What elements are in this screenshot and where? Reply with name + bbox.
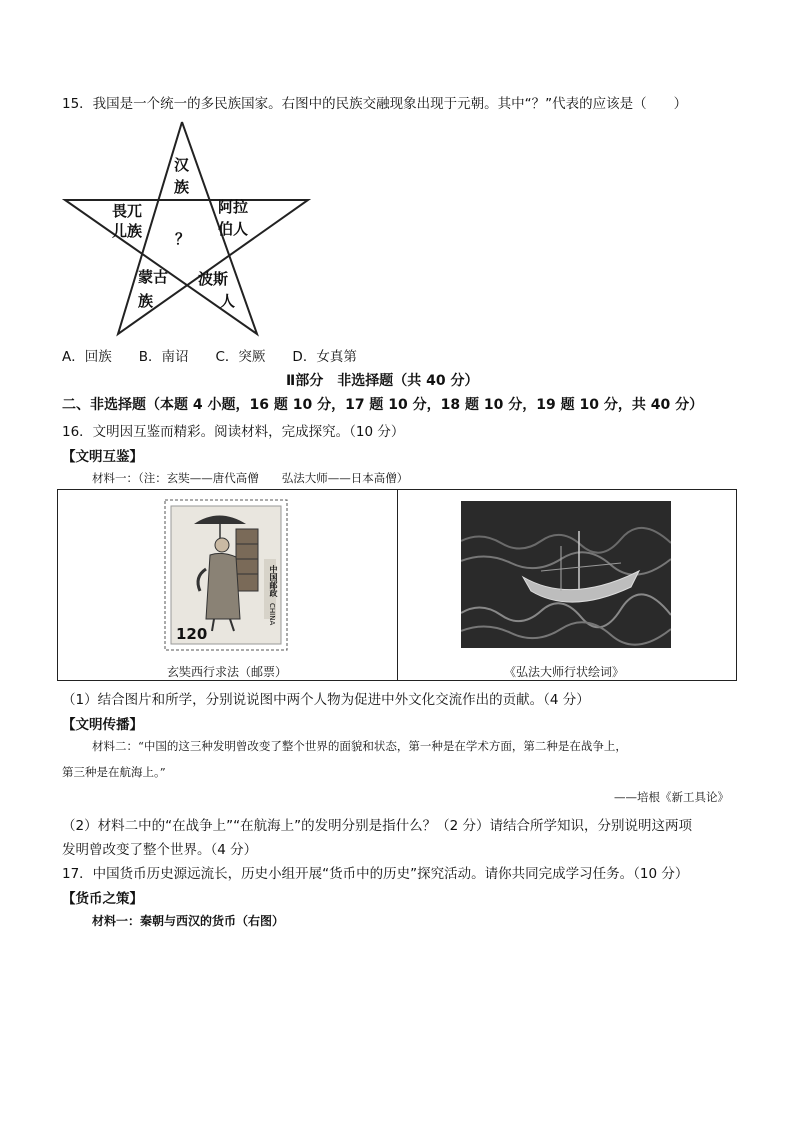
q17-stem: 17．中国货币历史源远流长，历史小组开展“货币中的历史”探究活动。请你共同完成学习任务。（10 分） [62, 866, 689, 882]
star-top-2: 族 [174, 178, 190, 196]
star-outline [65, 122, 308, 334]
star-right-1: 阿拉 [218, 198, 249, 216]
q16-question-2-line-2: 发明曾改变了整个世界。（4 分） [62, 842, 258, 858]
stamp-postal-text: 中国邮政 [269, 565, 278, 597]
q15-stem: 15．我国是一个统一的多民族国家。右图中的民族交融现象出现于元朝。其中“？”代表的应该是（ ） [62, 96, 688, 112]
stamp-price: 120 [176, 625, 208, 643]
q17-tag: 【货币之策】 [62, 891, 143, 907]
kobo-daishi-painting [461, 501, 671, 648]
star-bottom-left-2: 族 [138, 292, 154, 310]
q16-question-2-line-1: （2）材料二中的“在战争上”“在航海上”的发明分别是指什么？（2 分）请结合所学知识，分别说明这两项 [62, 818, 692, 834]
star-bottom-right-2: 人 [220, 292, 236, 310]
star-left-2: 儿族 [112, 222, 143, 240]
stamp-china-text: CHINA [268, 603, 276, 626]
q16-tag-2: 【文明传播】 [62, 717, 143, 733]
star-bottom-right-1: 波斯 [198, 270, 229, 288]
q15-options: A．回族 B．南诏 C．突厥 D．女真第 [62, 349, 357, 365]
caption-left: 玄奘西行求法（邮票） [167, 665, 288, 679]
q16-tag-1: 【文明互鉴】 [62, 449, 143, 465]
section-heading: 二、非选择题（本题 4 小题，16 题 10 分，17 题 10 分，18 题 10 分，19 题 10 分，共 40 分） [62, 397, 704, 413]
q16-material-2-source: ——培根《新工具论》 [614, 790, 729, 804]
star-figure [62, 120, 312, 338]
table-divider [397, 490, 398, 680]
star-top-1: 汉 [174, 156, 190, 174]
star-bottom-left-1: 蒙古 [138, 268, 169, 286]
star-left-1: 畏兀 [112, 202, 143, 220]
caption-right: 《弘法大师行状绘词》 [504, 665, 625, 679]
q16-material-1: 材料一：（注：玄奘——唐代高僧 弘法大师——日本高僧） [92, 471, 409, 485]
q16-material-2-line-2: 第三种是在航海上。” [62, 765, 166, 779]
star-lines [65, 122, 308, 334]
q17-material-1: 材料一：秦朝与西汉的货币（右图） [92, 914, 285, 928]
part2-heading: Ⅱ部分 非选择题（共 40 分） [286, 373, 479, 389]
q16-stem: 16．文明因互鉴而精彩。阅读材料，完成探究。（10 分） [62, 424, 405, 440]
ethnic-star-diagram [62, 120, 312, 338]
q16-material-2-line-1: 材料二：“中国的这三种发明曾改变了整个世界的面貌和状态，第一种是在学术方面，第二种是在战争上， [92, 739, 627, 753]
xuanzang-stamp-image [164, 499, 288, 651]
star-right-2: 伯人 [218, 220, 249, 238]
star-center: ？ [175, 230, 191, 248]
q16-question-1: （1）结合图片和所学，分别说说图中两个人物为促进中外文化交流作出的贡献。（4 分） [62, 692, 590, 708]
material-image-table [57, 489, 737, 681]
